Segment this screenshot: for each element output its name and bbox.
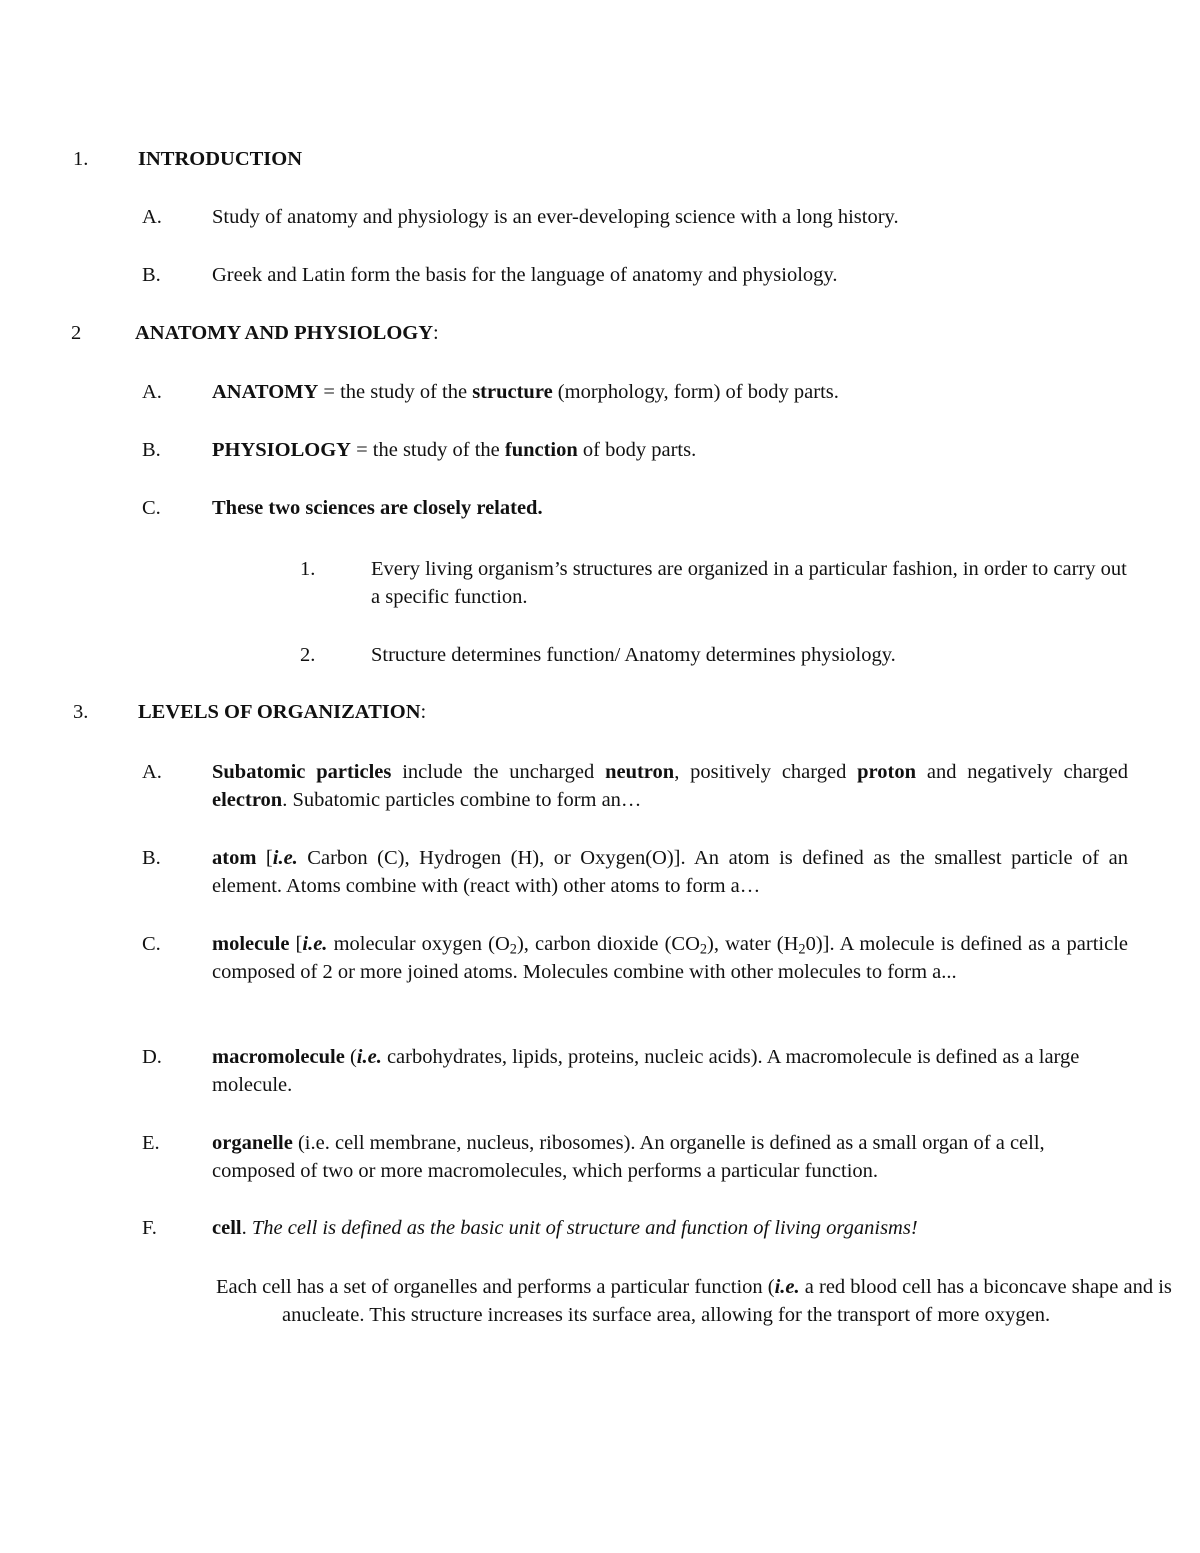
item-text: macromolecule (i.e. carbohydrates, lipids, proteins, nucleic acids). A macromolecule is defined as a large molecule. xyxy=(212,1046,1080,1096)
item-text: Subatomic particles include the uncharged neutron, positively charged proton and negatively charged electron. Subatomic particles combine to form an… xyxy=(212,761,1128,811)
sub-item-number: 2. xyxy=(300,644,316,666)
item-letter: B. xyxy=(142,264,161,286)
paragraph-text: Each cell has a set of organelles and performs a particular function (i.e. a red blood cell has a biconcave shape and is anucleate. This structure increases its surface area, allowing for the transport of more oxygen. xyxy=(216,1276,1172,1326)
sub-item-text: Every living organism’s structures are organized in a particular fashion, in order to carry out a specific function. xyxy=(371,558,1127,608)
sub-item-number: 1. xyxy=(300,558,316,580)
section-heading: LEVELS OF ORGANIZATION: xyxy=(138,701,427,723)
item-letter: D. xyxy=(142,1046,162,1068)
item-letter: B. xyxy=(142,847,161,869)
sub-item-text: Structure determines function/ Anatomy determines physiology. xyxy=(371,644,896,666)
item-letter: B. xyxy=(142,439,161,461)
item-text: molecule [i.e. molecular oxygen $(O_2)$, carbon dioxide $(CO_2)$, water $(H_20)$]. A molecule is defined as a particle composed of 2 or more joined atoms. Molecules combine with other molecules to form a... xyxy=(212,933,1128,983)
item-letter: A. xyxy=(142,381,162,403)
section-number: 1. xyxy=(73,148,89,170)
item-text: These two sciences are closely related. xyxy=(212,497,543,519)
section-number: 3. xyxy=(73,701,89,723)
item-letter: A. xyxy=(142,206,162,228)
item-letter: A. xyxy=(142,761,162,783)
item-letter: E. xyxy=(142,1132,160,1154)
item-letter: F. xyxy=(142,1217,157,1239)
item-text: Study of anatomy and physiology is an ever-developing science with a long history. xyxy=(212,206,899,228)
item-text: Greek and Latin form the basis for the language of anatomy and physiology. xyxy=(212,264,838,286)
section-heading: INTRODUCTION xyxy=(138,148,303,170)
item-text: cell. The cell is defined as the basic unit of structure and function of living organisms! xyxy=(212,1217,918,1239)
item-text: ANATOMY = the study of the structure (morphology, form) of body parts. xyxy=(212,381,839,403)
item-text: atom [i.e. Carbon (C), Hydrogen (H), or Oxygen(O)]. An atom is defined as the smallest particle of an element. Atoms combine with (react with) other atoms to form a… xyxy=(212,847,1128,897)
section-heading: ANATOMY AND PHYSIOLOGY: xyxy=(135,322,439,344)
item-letter: C. xyxy=(142,497,161,519)
item-text: organelle (i.e. cell membrane, nucleus, ribosomes). An organelle is defined as a small organ of a cell, composed of two or more macromolecules, which performs a particular function. xyxy=(212,1132,1045,1182)
item-text: PHYSIOLOGY = the study of the function of body parts. xyxy=(212,439,697,461)
item-letter: C. xyxy=(142,933,161,955)
section-number: 2 xyxy=(71,322,82,344)
